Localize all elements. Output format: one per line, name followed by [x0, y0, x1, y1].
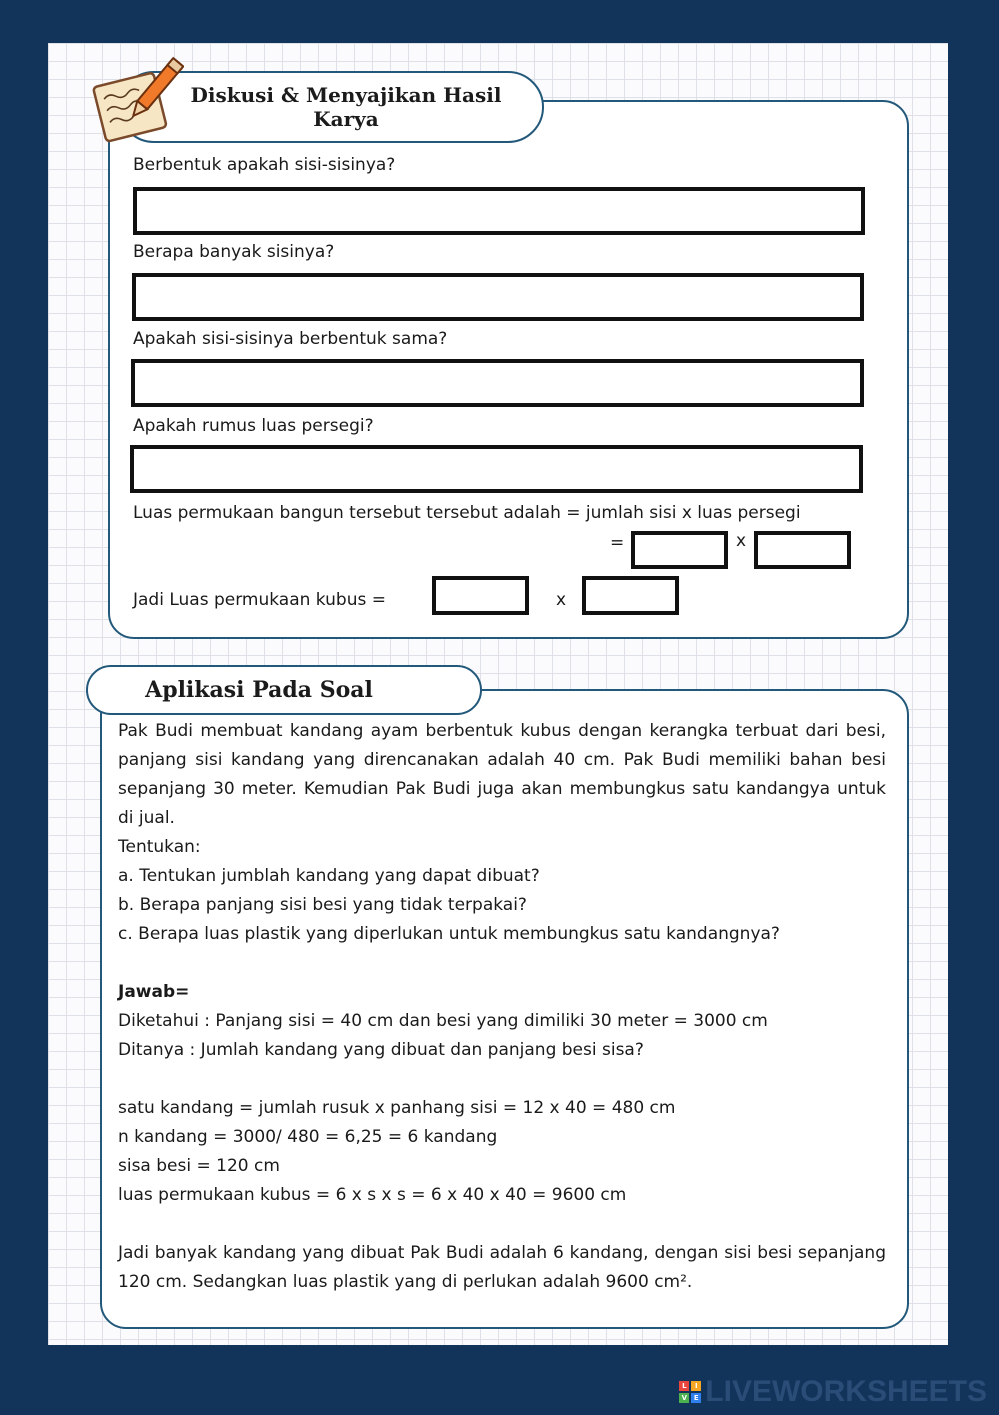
calc-line-4: luas permukaan kubus = 6 x s x s = 6 x 40 x 40 = 9600 cm: [118, 1185, 627, 1205]
question-1: Berbentuk apakah sisi-sisinya?: [133, 155, 396, 175]
answer-box-2[interactable]: [132, 273, 864, 321]
notepad-pen-icon: [84, 48, 184, 148]
liveworksheets-logo-text: LIVEWORKSHEETS: [705, 1375, 987, 1408]
final-times-sign: x: [556, 590, 567, 610]
logo-letter-e: E: [691, 1393, 701, 1403]
answer-box-3[interactable]: [131, 359, 864, 407]
conclusion: Jadi banyak kandang yang dibuat Pak Budi adalah 6 kandang, dengan sisi besi sepanjang 120 cm. Sedangkan luas plastik yang di perlukan adalah 9600 cm².: [118, 1243, 886, 1292]
logo-letter-l: L: [679, 1381, 689, 1391]
question-3: Apakah sisi-sisinya berbentuk sama?: [133, 329, 448, 349]
calc-line-3: sisa besi = 120 cm: [118, 1156, 280, 1176]
calc-line-2: n kandang = 3000/ 480 = 6,25 = 6 kandang: [118, 1127, 498, 1147]
logo-letter-i: I: [691, 1381, 701, 1391]
application-title-tab: [86, 665, 482, 715]
discussion-title-line2: Karya: [313, 107, 379, 131]
final-area-box[interactable]: [582, 576, 679, 615]
liveworksheets-watermark: [679, 1375, 987, 1409]
answer-box-4[interactable]: [130, 445, 863, 493]
formula-sides-box[interactable]: [631, 531, 728, 569]
formula-area-box[interactable]: [754, 531, 851, 569]
formula-equals-sign: =: [610, 533, 625, 553]
question-2: Berapa banyak sisinya?: [133, 242, 335, 262]
spacer: [118, 1210, 886, 1239]
formula-times-sign: x: [736, 531, 747, 551]
tentukan-label: Tentukan:: [118, 837, 201, 857]
spacer: [118, 1065, 886, 1094]
answer-heading: Jawab=: [118, 982, 190, 1002]
formula-text: Luas permukaan bangun tersebut tersebut adalah = jumlah sisi x luas persegi: [133, 503, 801, 523]
final-area-label: Jadi Luas permukaan kubus =: [133, 590, 386, 610]
application-content: [118, 717, 886, 1297]
logo-letter-v: V: [679, 1393, 689, 1403]
problem-statement: Pak Budi membuat kandang ayam berbentuk kubus dengan kerangka terbuat dari besi, panjang sisi kandang yang direncanakan adalah 40 cm. Pak Budi memiliki bahan besi sepanjang 30 meter. Kemudian Pak Budi juga akan membungkus satu kandangya untuk di jual.: [118, 721, 886, 828]
asked-line: Ditanya : Jumlah kandang yang dibuat dan panjang besi sisa?: [118, 1040, 644, 1060]
question-item-c: c. Berapa luas plastik yang diperlukan untuk membungkus satu kandangnya?: [118, 924, 780, 944]
question-4: Apakah rumus luas persegi?: [133, 416, 374, 436]
spacer: [118, 949, 886, 978]
liveworksheets-logo-icon: [679, 1381, 701, 1403]
application-title: Aplikasi Pada Soal: [145, 677, 373, 703]
discussion-title-line1: Diskusi & Menyajikan Hasil: [190, 83, 502, 107]
final-sides-box[interactable]: [432, 576, 529, 615]
known-line: Diketahui : Panjang sisi = 40 cm dan besi yang dimiliki 30 meter = 3000 cm: [118, 1011, 768, 1031]
answer-box-1[interactable]: [133, 187, 865, 235]
question-item-b: b. Berapa panjang sisi besi yang tidak terpakai?: [118, 895, 527, 915]
question-item-a: a. Tentukan jumblah kandang yang dapat dibuat?: [118, 866, 540, 886]
calc-line-1: satu kandang = jumlah rusuk x panhang sisi = 12 x 40 = 480 cm: [118, 1098, 676, 1118]
